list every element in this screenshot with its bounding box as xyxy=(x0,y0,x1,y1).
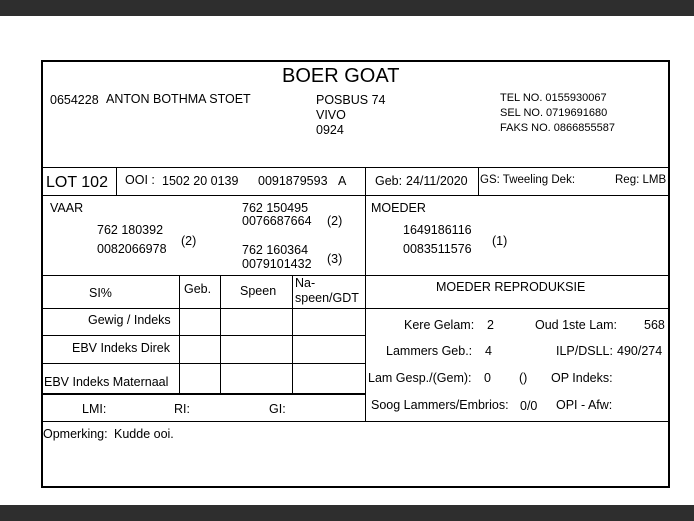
vline-perf-1 xyxy=(179,276,180,393)
vaar-id-1: 762 180392 xyxy=(97,223,164,237)
lam-gesp-paren: () xyxy=(519,371,528,385)
lam-gesp-value: 0 xyxy=(484,371,491,385)
lmi-label: LMI: xyxy=(82,402,107,416)
vline-perf-3 xyxy=(292,276,293,393)
gi-label: GI: xyxy=(269,402,286,416)
remarks-text: Kudde ooi. xyxy=(114,427,174,441)
vline-gs xyxy=(478,168,479,195)
grade: A xyxy=(338,174,347,188)
gs-tweeling-dek: GS: Tweeling Dek: xyxy=(480,174,576,186)
op-indeks-label: OP Indeks: xyxy=(551,371,613,385)
vaar-vaar-id-1: 762 150495 xyxy=(242,201,309,215)
soog-lammers-value: 0/0 xyxy=(520,399,538,413)
address-line-3: 0924 xyxy=(316,123,344,137)
vaar-count: (2) xyxy=(181,234,197,248)
address-line-2: VIVO xyxy=(316,108,346,122)
breeder-name: ANTON BOTHMA STOET xyxy=(106,92,251,106)
divider-pedigree xyxy=(41,275,670,276)
kere-gelam-value: 2 xyxy=(487,318,494,332)
moeder-count: (1) xyxy=(492,234,508,248)
oud-1ste-lam-value: 568 xyxy=(644,318,665,332)
vaar-vaar-count: (2) xyxy=(327,214,343,228)
vaar-id-2: 0082066978 xyxy=(97,242,167,256)
divider-perf-1 xyxy=(41,308,365,309)
divider-perf-2 xyxy=(41,335,365,336)
vaar-moeder-id-1: 762 160364 xyxy=(242,243,309,257)
ilp-dsll-value: 490/274 xyxy=(617,344,663,358)
divider-repro-title xyxy=(365,308,670,309)
moeder-id-2: 0083511576 xyxy=(403,242,472,256)
vaar-moeder-count: (3) xyxy=(327,252,343,266)
lammers-geb-label: Lammers Geb.: xyxy=(386,344,473,358)
tel-number: TEL NO. 0155930067 xyxy=(500,92,607,104)
col-header-si: SI% xyxy=(89,286,112,300)
geb-date: 24/11/2020 xyxy=(406,174,468,188)
vline-center xyxy=(365,168,366,421)
ooi-number: 1502 20 0139 xyxy=(162,174,239,188)
reg-code: Reg: LMB xyxy=(615,174,667,186)
ri-label: RI: xyxy=(174,402,190,416)
lam-gesp-label: Lam Gesp./(Gem): xyxy=(368,371,472,385)
moeder-id-1: 1649186116 xyxy=(403,223,472,237)
lot-number: LOT 102 xyxy=(46,174,108,191)
kere-gelam-label: Kere Gelam: xyxy=(404,318,475,332)
vaar-vaar-id-2: 0076687664 xyxy=(242,214,312,228)
vaar-label: VAAR xyxy=(50,201,84,215)
sel-number: SEL NO. 0719691680 xyxy=(500,107,608,119)
reproduksie-title: MOEDER REPRODUKSIE xyxy=(436,280,586,294)
opi-afw-label: OPI - Afw: xyxy=(556,398,613,412)
page-title: BOER GOAT xyxy=(282,65,400,87)
col-header-speen: Speen xyxy=(240,284,277,298)
soog-lammers-label: Soog Lammers/Embrios: xyxy=(371,398,509,412)
col-header-naspeen-1: Na- xyxy=(295,276,316,290)
animal-id-number: 0091879593 xyxy=(258,174,328,188)
lammers-geb-value: 4 xyxy=(485,344,492,358)
row-label-ebv-maternaal: EBV Indeks Maternaal xyxy=(44,375,169,389)
top-dark-band xyxy=(0,0,694,16)
vline-perf-2 xyxy=(220,276,221,393)
address-line-1: POSBUS 74 xyxy=(316,93,386,107)
divider-lot-row xyxy=(41,195,670,196)
ooi-label: OOI : xyxy=(125,173,155,187)
col-header-geb: Geb. xyxy=(184,282,212,296)
row-label-ebv-direk: EBV Indeks Direk xyxy=(72,341,170,355)
row-label-gewig-indeks: Gewig / Indeks xyxy=(88,313,171,327)
col-header-naspeen-2: speen/GDT xyxy=(295,291,359,305)
vline-lot xyxy=(116,168,117,195)
bottom-dark-band xyxy=(0,505,694,521)
divider-header xyxy=(41,167,670,168)
ilp-dsll-label: ILP/DSLL: xyxy=(556,344,613,358)
geb-label: Geb: xyxy=(375,174,403,188)
breeder-code: 0654228 xyxy=(50,93,99,107)
vaar-moeder-id-2: 0079101432 xyxy=(242,257,312,271)
oud-1ste-lam-label: Oud 1ste Lam: xyxy=(535,318,617,332)
moeder-label: MOEDER xyxy=(371,201,426,215)
divider-perf-3 xyxy=(41,363,365,364)
divider-remarks xyxy=(41,421,670,422)
remarks-label: Opmerking: xyxy=(43,427,108,441)
faks-number: FAKS NO. 0866855587 xyxy=(500,122,615,134)
divider-perf-4 xyxy=(41,393,365,395)
